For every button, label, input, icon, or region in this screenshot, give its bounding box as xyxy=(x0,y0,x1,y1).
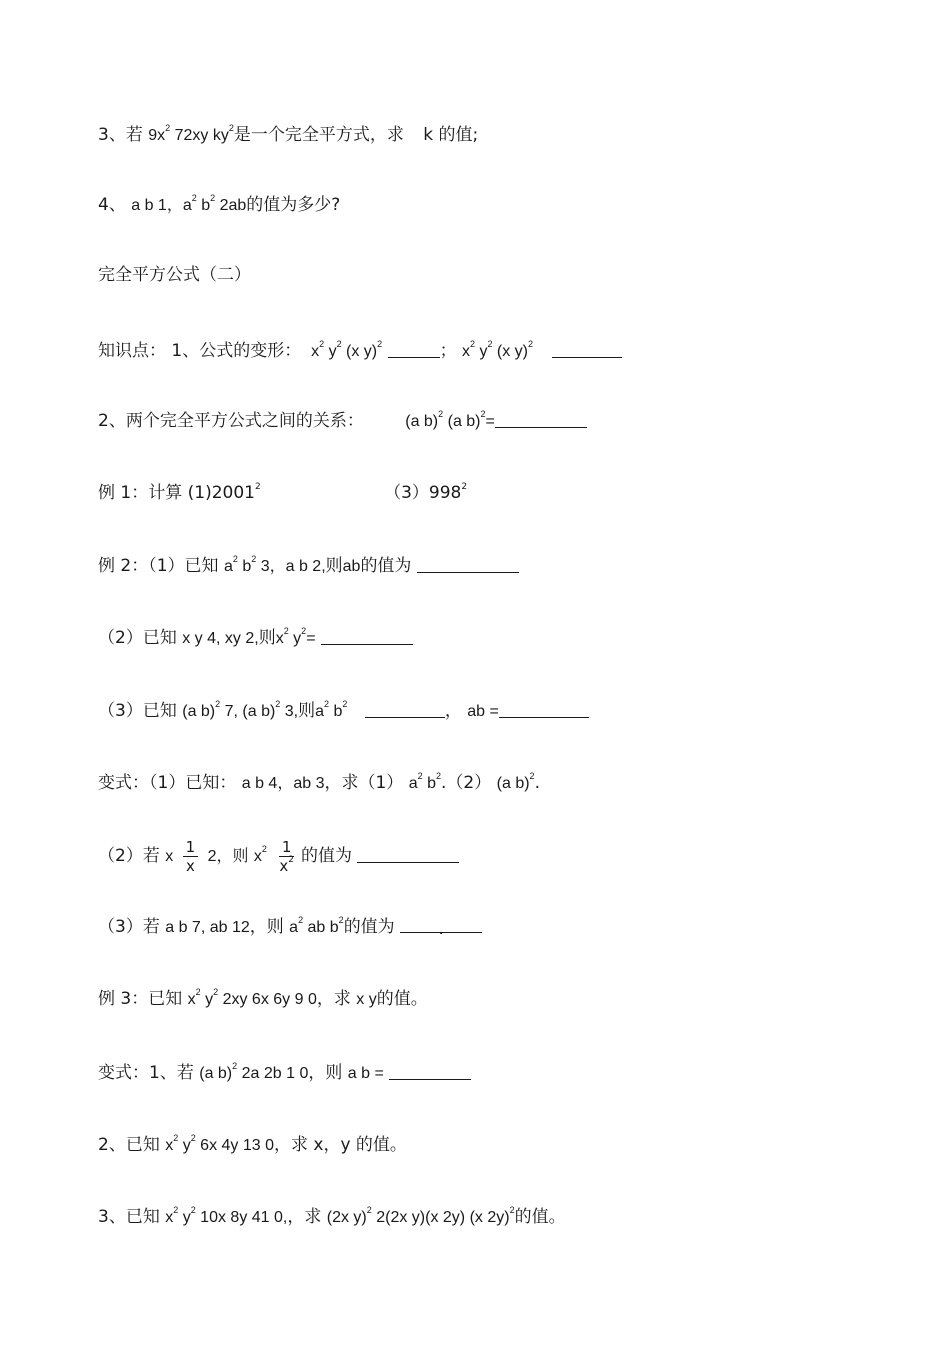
example-1: 例 1：计算 (1)2001$^2$ $(3)998^2$ xyxy=(98,482,468,503)
text: 2、已知 xyxy=(98,1135,160,1155)
math: $x^2$ $y^2=$ xyxy=(275,626,316,647)
text: 3、若 xyxy=(98,125,143,145)
answer-blank[interactable] xyxy=(357,846,459,863)
text: 是一个完全平方式，求 xyxy=(233,125,404,145)
line-4 xyxy=(98,192,910,219)
math: (a b)$^2$ (a b)$^2$= xyxy=(405,409,495,430)
answer-blank[interactable] xyxy=(365,701,445,718)
text: k 的值; xyxy=(423,125,479,145)
text: 4、 xyxy=(98,195,126,215)
math: $x^2$ $y^2$ (x y)$^2$ xyxy=(461,339,534,360)
math: $x^2$ xyxy=(253,844,267,865)
math: (2x y)$^2$ 2(2x y)(x 2y) (x 2y)$^2$ xyxy=(326,1205,515,1226)
answer-blank[interactable]: . xyxy=(400,916,482,933)
section-title: 完全平方公式（二） xyxy=(98,265,251,285)
text: 变式：1、若 xyxy=(98,1063,194,1083)
math: x y 4, xy 2, xyxy=(182,630,259,647)
text: 的值为多少? xyxy=(246,195,341,215)
text: 知识点： 1、公式的变形： xyxy=(98,341,302,361)
math: $x^2$ $y^2$ 2xy 6x 6y 9 0 xyxy=(187,987,317,1008)
variant-2-1: 变式：1、若 (a b)$^2$ 2a 2b 1 0，则 a b = xyxy=(98,1060,910,1087)
math: $x^2$ $y^2$ 10x 8y 41 0, xyxy=(165,1205,288,1226)
answer-blank[interactable] xyxy=(417,556,519,573)
answer-blank[interactable] xyxy=(388,341,440,358)
text: 例 2：（1）已知 xyxy=(98,556,219,576)
example-2-1: 例 2：（1）已知 $a^2$ $b^2$ 3，a b 2,则ab的值为 xyxy=(98,553,910,580)
text: 例 1：计算 (1)2001 xyxy=(98,483,255,503)
fraction: $\frac{1}{x}$ xyxy=(183,838,199,875)
fraction: $\frac{1}{x^2}$ xyxy=(279,837,294,875)
text: （2）已知 xyxy=(98,628,177,648)
text: 例 3：已知 xyxy=(98,989,183,1009)
math: $x^2$ $y^2$ (x y)$^2$ xyxy=(311,339,383,360)
line-3 xyxy=(98,122,910,149)
text: 3、已知 xyxy=(98,1207,160,1227)
variant-1-2: （2）若 x $\frac{1}{x}$ 2，则 $x^2$ $\frac{1}{x^2}$ 的值为 xyxy=(98,832,910,881)
answer-blank[interactable] xyxy=(552,341,622,358)
knowledge-point-1: 知识点： 1、公式的变形： $x^2$ $y^2$ (x y)$^2$ ； $x^2$ $y^2$ (x y)$^2$ xyxy=(98,338,910,365)
variant-1-3: （3）若 a b 7, ab 12，则 $a^2$ ab $b^2$的值为 . xyxy=(98,914,910,941)
math: (a b)$^2$ 7, (a b)$^2$ 3, xyxy=(182,699,299,720)
math: $a^2$ $b^2$ 3，a b 2, xyxy=(223,554,326,575)
math: (a b)$^2$ xyxy=(496,771,535,792)
answer-blank[interactable] xyxy=(499,701,589,718)
variant-1-1: 变式：（1）已知： a b 4，ab 3，求（1） $a^2$ $b^2.(2)$ (a b)$^2$. xyxy=(98,771,540,793)
text: 2、两个完全平方公式之间的关系： xyxy=(98,411,364,431)
answer-blank[interactable] xyxy=(321,628,413,645)
math: a b 1，$a^2$ $b^2$ 2ab xyxy=(131,193,247,214)
variant-2-2: 2、已知 $x^2$ $y^2$ 6x 4y 13 0，求 x，y 的值。 xyxy=(98,1133,407,1155)
text: （3）998 xyxy=(384,483,462,503)
math: $a^2$ ab $b^2$ xyxy=(289,915,344,936)
math: $9x^2$ 72xy $ky^2$ xyxy=(148,123,234,144)
text: 变式：（1）已知： xyxy=(98,773,237,793)
knowledge-point-2 xyxy=(98,408,910,435)
math: $a^2$ $b^2$ xyxy=(315,699,348,720)
math: $x^2$ $y^2$ 6x 4y 13 0 xyxy=(165,1133,274,1154)
variant-2-3: 3、已知 $x^2$ $y^2$ 10x 8y 41 0,，求 (2x y)$^2$ 2(2x y)(x 2y) (x 2y)$^2$的值。 xyxy=(98,1205,566,1227)
math: (a b)$^2$ 2a 2b 1 0 xyxy=(199,1061,309,1082)
example-2-2: （2）已知 x y 4, xy 2,则$x^2$ $y^2=$ xyxy=(98,625,910,652)
text: （3）已知 xyxy=(98,701,177,721)
text: （3）若 xyxy=(98,917,160,937)
answer-blank[interactable] xyxy=(389,1063,471,1080)
example-2-3: （3）已知 (a b)$^2$ 7, (a b)$^2$ 3,则$a^2$ $b^2$ ， ab = xyxy=(98,698,910,725)
text: （2）若 xyxy=(98,846,160,866)
math: $a^2$ $b^2$ xyxy=(408,771,441,792)
example-3: 例 3：已知 $x^2$ $y^2$ 2xy 6x 6y 9 0，求 x y的值。 xyxy=(98,987,428,1009)
answer-blank[interactable] xyxy=(495,411,587,428)
